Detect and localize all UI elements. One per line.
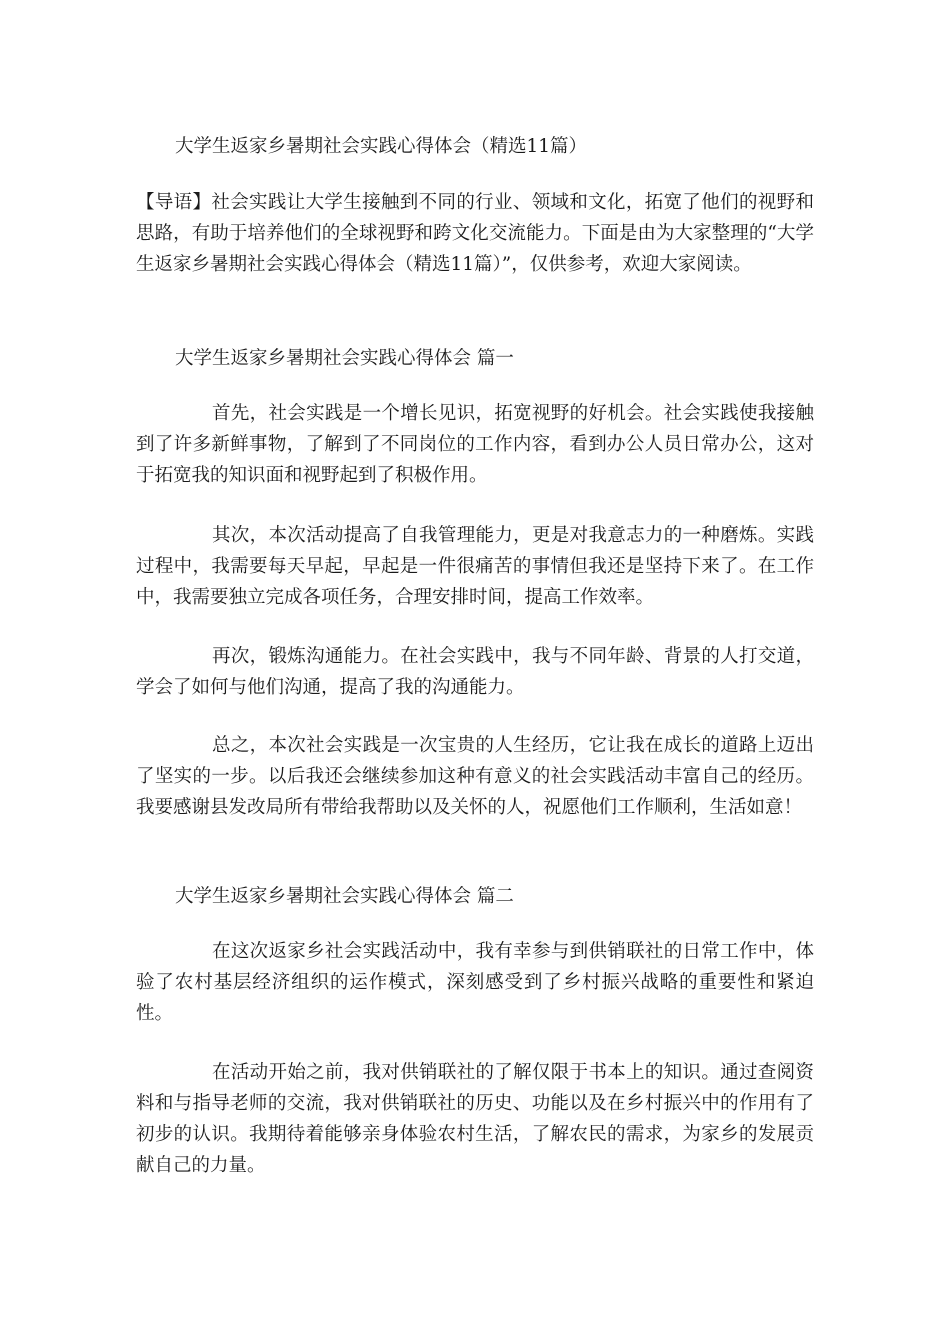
section-2-paragraph-2: 在活动开始之前，我对供销联社的了解仅限于书本上的知识。通过查阅资料和与指导老师的交流，我对供销联社的历史、功能以及在乡村振兴中的作用有了初步的认识。我期待着能够亲身体验农村生活，了解农民的需求，为家乡的发展贡献自己的力量。 (136, 1062, 814, 1176)
section-1-paragraph-3: 再次，锻炼沟通能力。在社会实践中，我与不同年龄、背景的人打交道，学会了如何与他们沟通，提高了我的沟通能力。 (136, 646, 814, 698)
section-1-paragraph-2: 其次，本次活动提高了自我管理能力，更是对我意志力的一种磨炼。实践过程中，我需要每天早起，早起是一件很痛苦的事情但我还是坚持下来了。在工作中，我需要独立完成各项任务，合理安排时间，提高工作效率。 (136, 525, 814, 608)
document-title: 大学生返家乡暑期社会实践心得体会（精选11篇） (175, 136, 588, 157)
section-2-paragraph-1: 在这次返家乡社会实践活动中，我有幸参与到供销联社的日常工作中，体验了农村基层经济组织的运作模式，深刻感受到了乡村振兴战略的重要性和紧迫性。 (136, 941, 814, 1024)
section-1-paragraph-4: 总之，本次社会实践是一次宝贵的人生经历，它让我在成长的道路上迈出了坚实的一步。以后我还会继续参加这种有意义的社会实践活动丰富自己的经历。我要感谢县发改局所有带给我帮助以及关怀的人，祝愿他们工作顺利，生活如意！ (136, 735, 814, 818)
section-heading-2: 大学生返家乡暑期社会实践心得体会 篇二 (175, 886, 514, 907)
section-heading-1: 大学生返家乡暑期社会实践心得体会 篇一 (175, 348, 514, 369)
section-1-paragraph-1: 首先，社会实践是一个增长见识，拓宽视野的好机会。社会实践使我接触到了许多新鲜事物，了解到了不同岗位的工作内容，看到办公人员日常办公，这对于拓宽我的知识面和视野起到了积极作用。 (136, 403, 814, 486)
intro-paragraph: 【导语】社会实践让大学生接触到不同的行业、领域和文化，拓宽了他们的视野和思路，有助于培养他们的全球视野和跨文化交流能力。下面是由为大家整理的“大学生返家乡暑期社会实践心得体会（精选11篇）”，仅供参考，欢迎大家阅读。 (136, 192, 814, 275)
